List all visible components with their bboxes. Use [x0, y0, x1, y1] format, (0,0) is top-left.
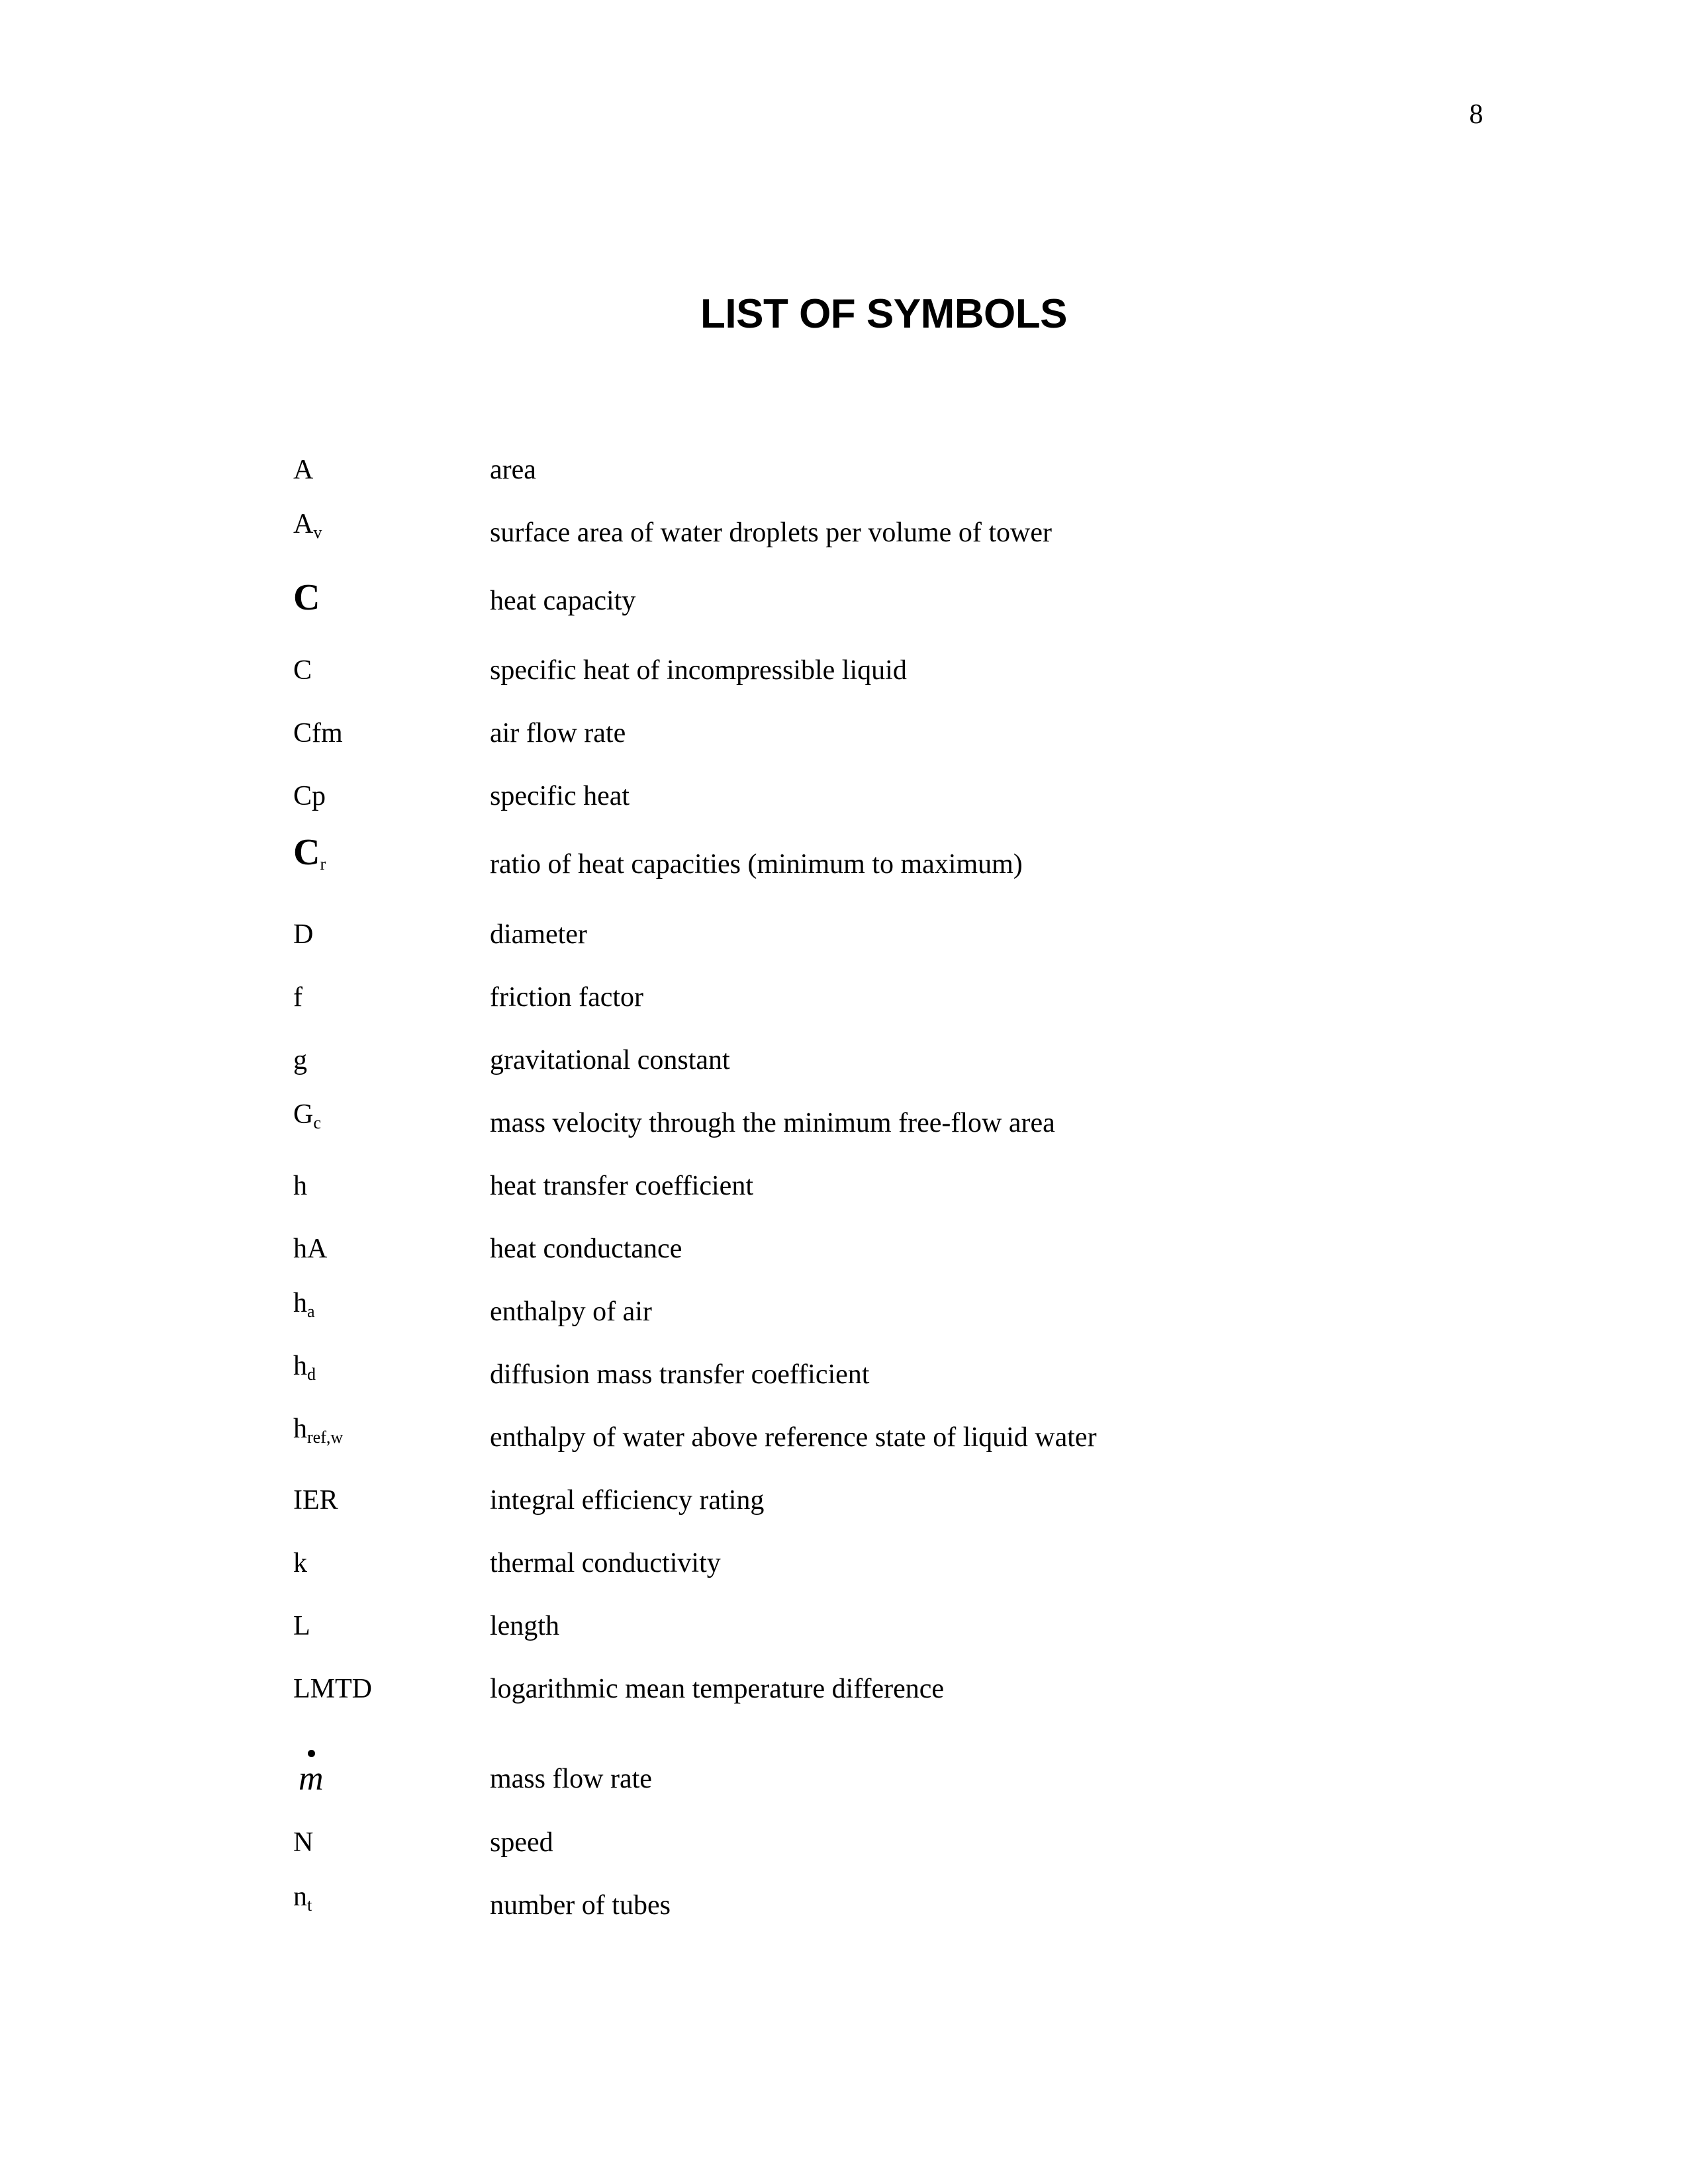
- symbol-row: [293, 1872, 1551, 1925]
- symbol-row: [293, 1216, 1551, 1269]
- page-number: 8: [1469, 99, 1483, 130]
- symbol-definition: speed: [490, 1827, 553, 1858]
- symbol-definition: thermal conductivity: [490, 1548, 721, 1578]
- symbol-row: [293, 500, 1551, 553]
- symbol: $h_{ref,w}$: [293, 1414, 344, 1447]
- symbol: f: [293, 982, 303, 1013]
- symbol-definition: heat conductance: [490, 1234, 682, 1264]
- symbol-row: [293, 1279, 1551, 1332]
- symbol: k: [293, 1548, 307, 1578]
- symbol-definition: length: [490, 1611, 559, 1641]
- symbol-definition: surface area of water droplets per volume of tower: [490, 518, 1052, 548]
- symbol: A: [293, 455, 314, 485]
- symbol: LMTD: [293, 1674, 372, 1704]
- symbol-row: [293, 1746, 1551, 1799]
- symbol: $n_t$: [293, 1882, 312, 1915]
- symbol: C: [293, 655, 312, 686]
- symbol-definition: heat transfer coefficient: [490, 1171, 753, 1201]
- symbol-row: [293, 964, 1551, 1017]
- symbol-row: [293, 1153, 1551, 1206]
- symbol-row: [293, 901, 1551, 954]
- symbol-definition: specific heat of incompressible liquid: [490, 655, 907, 686]
- symbol-row: [293, 437, 1551, 490]
- symbol-row: [293, 700, 1551, 753]
- symbol-row: [293, 1090, 1551, 1143]
- symbol-definition: number of tubes: [490, 1890, 671, 1921]
- symbol: $G_c$: [293, 1099, 321, 1132]
- symbol-definition: heat capacity: [490, 586, 636, 616]
- symbol: D: [293, 919, 314, 950]
- symbol: g: [293, 1045, 307, 1075]
- symbol-definition: area: [490, 455, 536, 485]
- symbol-definition: integral efficiency rating: [490, 1485, 765, 1516]
- symbol: L: [293, 1611, 310, 1641]
- symbol-definition: specific heat: [490, 781, 630, 811]
- symbol: [293, 1759, 324, 1799]
- symbol: $h_a$: [293, 1288, 315, 1321]
- symbol-row: [293, 1467, 1551, 1520]
- symbol-row: [293, 1593, 1551, 1646]
- symbol-row: [293, 1809, 1551, 1862]
- symbol-definition: mass velocity through the minimum free-flow area: [490, 1108, 1055, 1138]
- symbol-row: [293, 1404, 1551, 1457]
- symbol-definition: diffusion mass transfer coefficient: [490, 1359, 870, 1390]
- symbol: $C_r$: [293, 832, 326, 874]
- dot-accent-icon: [308, 1750, 315, 1757]
- symbol-row: [293, 568, 1551, 621]
- page-title: LIST OF SYMBOLS: [700, 291, 1067, 337]
- symbol-definition: mass flow rate: [490, 1764, 652, 1794]
- symbol-row: [293, 1027, 1551, 1080]
- symbol-row: [293, 1656, 1551, 1709]
- symbol: Cp: [293, 781, 326, 811]
- symbol: $A_v$: [293, 509, 322, 542]
- symbol-row: [293, 831, 1551, 884]
- symbol: N: [293, 1827, 314, 1858]
- mass-flow-symbol: m: [293, 1759, 324, 1799]
- symbol: hA: [293, 1234, 328, 1264]
- symbol-row: [293, 637, 1551, 690]
- symbol-definition: enthalpy of air: [490, 1297, 652, 1327]
- symbol-row: [293, 1342, 1551, 1394]
- symbol-definition: air flow rate: [490, 718, 626, 749]
- symbol-row: [293, 763, 1551, 816]
- symbol: IER: [293, 1485, 338, 1516]
- symbol-definition: diameter: [490, 919, 587, 950]
- symbol-definition: ratio of heat capacities (minimum to maximum): [490, 849, 1023, 880]
- symbol-row: [293, 1530, 1551, 1583]
- symbol: h: [293, 1171, 307, 1201]
- symbol: $h_d$: [293, 1351, 316, 1384]
- symbol-definition: friction factor: [490, 982, 644, 1013]
- symbol: C: [293, 577, 320, 618]
- symbol-definition: logarithmic mean temperature difference: [490, 1674, 945, 1704]
- symbol-definition: enthalpy of water above reference state of liquid water: [490, 1422, 1097, 1453]
- symbol: Cfm: [293, 718, 343, 749]
- symbol-definition: gravitational constant: [490, 1045, 730, 1075]
